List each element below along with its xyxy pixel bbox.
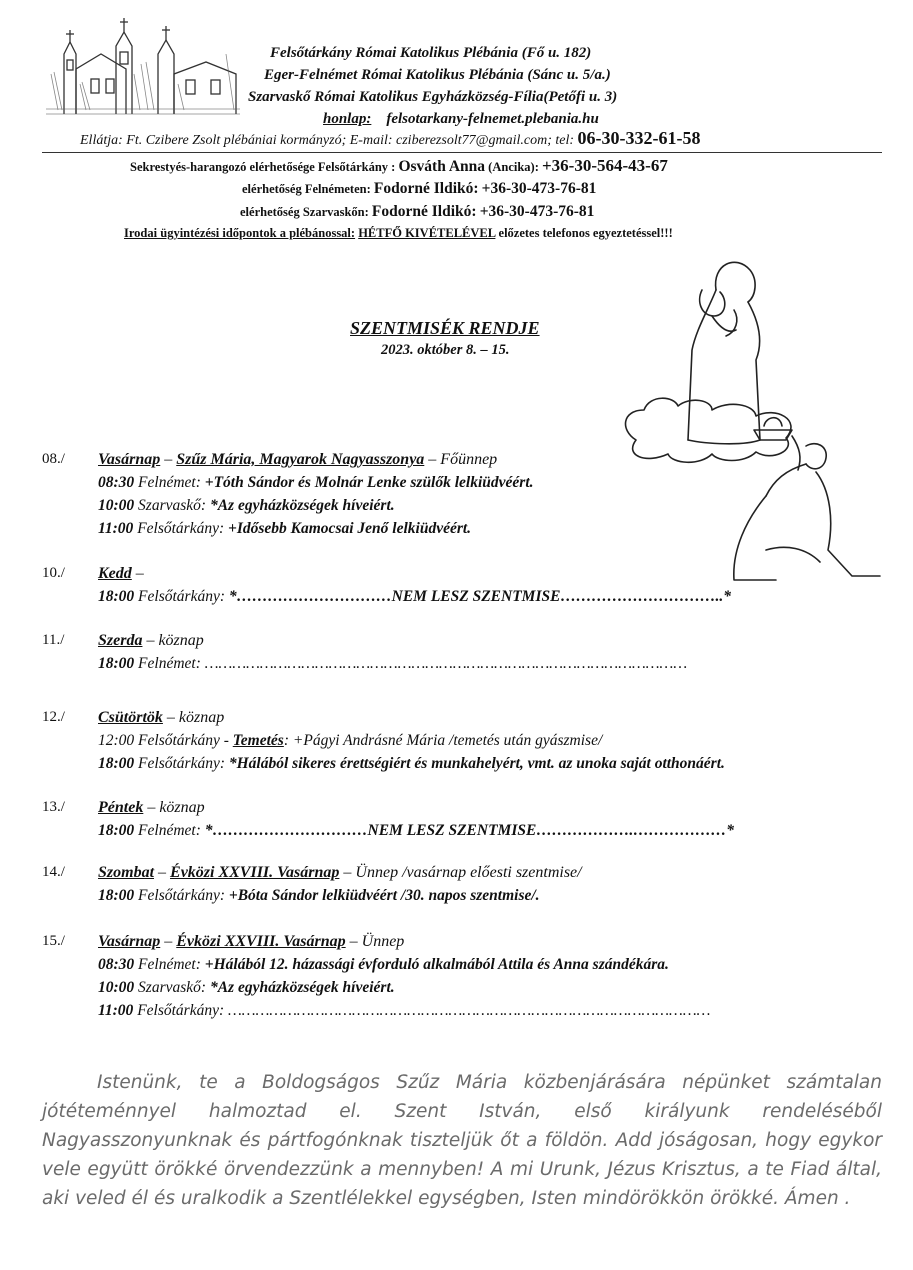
feast-rank: – Ünnep /vasárnap előesti szentmise/ [339, 864, 582, 881]
mass-place: Felsőtárkány: [134, 588, 229, 605]
feast-rank: – köznap [143, 799, 205, 816]
day-name: Péntek [98, 799, 144, 816]
mass-place: Felsőtárkány: [133, 1002, 229, 1019]
mass-intention: +Hálából 12. házassági évforduló alkalmából Attila és Anna szándékára. [204, 956, 669, 973]
day-name: Vasárnap [98, 933, 161, 950]
day-number: 08./ [42, 451, 65, 467]
day-body [98, 449, 534, 540]
mass-time: 11:00 [98, 1002, 134, 1019]
day-name: Csütörtök [98, 709, 163, 726]
feast-rank: – Főünnep [424, 451, 498, 468]
mass-row [98, 819, 734, 842]
mass-row [98, 953, 710, 976]
mass-time: 11:00 [98, 520, 134, 537]
tel-label: tel: [555, 133, 575, 148]
priest-email[interactable]: cziberezsolt77@gmail.com; [396, 133, 552, 148]
day-number: 10./ [42, 565, 65, 581]
felnemet-contact-label: elérhetőség Felnémeten: [242, 182, 371, 196]
mass-intention: *Az egyházközségek híveiért. [209, 979, 395, 996]
feast-name: Évközi XXVIII. Vasárnap [176, 933, 346, 950]
mass-intention: +Idősebb Kamocsai Jenő lelkiüdvéért. [228, 520, 472, 537]
header-divider [42, 152, 882, 153]
day-separator: – [160, 451, 177, 468]
mass-time: 08:30 [98, 956, 135, 973]
day-number: 13./ [42, 799, 65, 815]
day-body [98, 862, 582, 907]
mass-intention: *…………………………NEM LESZ SZENTMISE……………….………………* [204, 822, 734, 839]
mass-intention: *…………………………NEM LESZ SZENTMISE…………………………..* [228, 588, 731, 605]
day-number: 15./ [42, 933, 65, 949]
sacristan-label: Sekrestyés-harangozó elérhetősége Felsőtárkány : [130, 160, 396, 174]
mass-row [98, 494, 534, 517]
homepage-label: honlap: [323, 111, 372, 127]
day-number: 11./ [42, 632, 65, 648]
mass-row [98, 517, 534, 540]
office-hours-label: Irodai ügyintézési időpontok a plébánossal: [124, 226, 356, 240]
priest-phone: 06-30-332-61-58 [577, 128, 701, 148]
day-heading [98, 862, 582, 884]
sacristan-phone: +36-30-564-43-67 [542, 156, 668, 175]
mass-time: 18:00 [98, 588, 135, 605]
felnemet-contact-name: Fodorné Ildikó: [373, 180, 479, 197]
mass-place-suffix: : [283, 732, 293, 749]
feast-rank: – Ünnep [345, 933, 405, 950]
schedule-dates: 2023. október 8. – 15. [381, 342, 510, 358]
virgin-mary-illustration [616, 250, 882, 586]
day-heading [98, 707, 725, 729]
day-name: Szerda [98, 632, 143, 649]
mass-place: Felnémet: [134, 474, 205, 491]
mass-row [98, 471, 534, 494]
feast-name: Szűz Mária, Magyarok Nagyasszonya [176, 451, 425, 468]
sacristan-line [130, 156, 668, 176]
mass-time: 18:00 [98, 822, 135, 839]
szarvasko-contact-line [240, 203, 594, 221]
day-heading [98, 449, 534, 471]
mass-time: 10:00 [98, 497, 135, 514]
felnemet-contact-phone: +36-30-473-76-81 [481, 180, 597, 197]
mass-place: Felnémet: [134, 822, 205, 839]
mass-place: Szarvaskő: [134, 497, 210, 514]
mass-intention: …………………………………………………………………………………………… [204, 655, 688, 672]
homepage-line [323, 108, 599, 130]
mass-intention: +Tóth Sándor és Molnár Lenke szülők lelkiüdvéért. [204, 474, 534, 491]
parish-line-felsotarkany: Felsőtárkány Római Katolikus Plébánia (Fő u. 182) [270, 45, 592, 61]
szarvasko-contact-name: Fodorné Ildikó: [371, 203, 477, 220]
schedule-title: SZENTMISÉK RENDJE [350, 318, 540, 338]
parish-line-felnemet: Eger-Felnémet Római Katolikus Plébánia (Sánc u. 5/a.) [264, 67, 611, 83]
homepage-link[interactable]: felsotarkany-felnemet.plebania.hu [386, 111, 599, 127]
mass-intention: *Az egyházközségek híveiért. [209, 497, 395, 514]
feast-rank: – köznap [142, 632, 204, 649]
day-number: 12./ [42, 709, 65, 725]
sacristan-nick: (Ancika): [488, 160, 539, 174]
day-name: Kedd [98, 565, 132, 582]
day-heading [98, 931, 710, 953]
day-separator: – [154, 864, 171, 881]
mass-place: Felsőtárkány: [134, 755, 229, 772]
feast-rank: – [131, 565, 144, 582]
church-logo-image [46, 14, 240, 120]
day-heading [98, 797, 734, 819]
mass-place: Felsőtárkány: [134, 887, 229, 904]
szarvasko-contact-phone: +36-30-473-76-81 [479, 203, 595, 220]
mass-time: 10:00 [98, 979, 135, 996]
day-name: Szombat [98, 864, 155, 881]
priest-label: Ellátja: Ft. Czibere Zsolt plébániai kormányzó; E-mail: [80, 133, 393, 148]
day-body [98, 931, 710, 1022]
day-heading [98, 630, 687, 652]
mass-intention: *Hálából sikeres érettségiért és munkahelyért, vmt. az unoka saját otthonáért. [228, 755, 725, 772]
mass-time: 08:30 [98, 474, 135, 491]
prayer-text: Istenünk, te a Boldogságos Szűz Mária közbenjárására népünket számtalan jótéteménnyel halmoztad el. Szent István, első királyunk rendeléséből Nagyasszonyunknak és pártfogónknak tiszteljük őt a földön. Add jóságosan, hogy egykor vele együtt örökké örvendezzünk a mennyben! A mi Urunk, Jézus Krisztus, a te Fiad által, aki veled él és uralkodik a Szentlélekkel egységben, Isten mindörökkön örökké. Ámen . [42, 1072, 882, 1209]
day-body [98, 707, 725, 775]
mass-special-label: Temetés [232, 732, 284, 749]
day-heading [98, 563, 731, 585]
mass-place: Szarvaskő: [134, 979, 210, 996]
day-number: 14./ [42, 864, 65, 880]
feast-name: Évközi XXVIII. Vasárnap [170, 864, 340, 881]
mass-row [98, 752, 725, 775]
priest-contact-line [80, 128, 701, 149]
feast-rank: – köznap [162, 709, 225, 726]
mass-place: Felnémet: [134, 956, 205, 973]
mass-row [98, 884, 582, 907]
day-separator: – [160, 933, 177, 950]
mass-time: 18:00 [98, 887, 135, 904]
closing-prayer [42, 1068, 882, 1213]
mass-place: Felsőtárkány - [134, 732, 233, 749]
mass-time: 18:00 [98, 655, 135, 672]
parish-line-szarvasko: Szarvaskő Római Katolikus Egyházközség-Fília(Petőfi u. 3) [248, 89, 618, 105]
day-body [98, 563, 731, 608]
mass-row [98, 585, 731, 608]
day-name: Vasárnap [98, 451, 161, 468]
office-hours-exception: HÉTFŐ KIVÉTELÉVEL [358, 226, 496, 240]
felnemet-contact-line [242, 180, 596, 198]
mass-time: 12:00 [98, 732, 135, 749]
sacristan-name: Osváth Anna [398, 158, 486, 175]
day-body [98, 630, 687, 675]
day-body [98, 797, 734, 842]
office-hours-rest: előzetes telefonos egyeztetéssel!!! [498, 226, 673, 240]
mass-place: Felsőtárkány: [133, 520, 229, 537]
mass-place: Felnémet: [134, 655, 205, 672]
mass-intention: …………………………………………………………………………………………… [228, 1002, 711, 1019]
mass-intention: +Págyi Andrásné Mária /temetés után gyászmise/ [292, 732, 603, 749]
mass-row [98, 652, 687, 675]
mass-row [98, 999, 710, 1022]
mass-row [98, 729, 725, 752]
office-hours-line [124, 226, 673, 241]
mass-row [98, 976, 710, 999]
szarvasko-contact-label: elérhetőség Szarvaskőn: [240, 205, 369, 219]
mass-intention: +Bóta Sándor lelkiüdvéért /30. napos szentmise/. [228, 887, 540, 904]
mass-time: 18:00 [98, 755, 135, 772]
